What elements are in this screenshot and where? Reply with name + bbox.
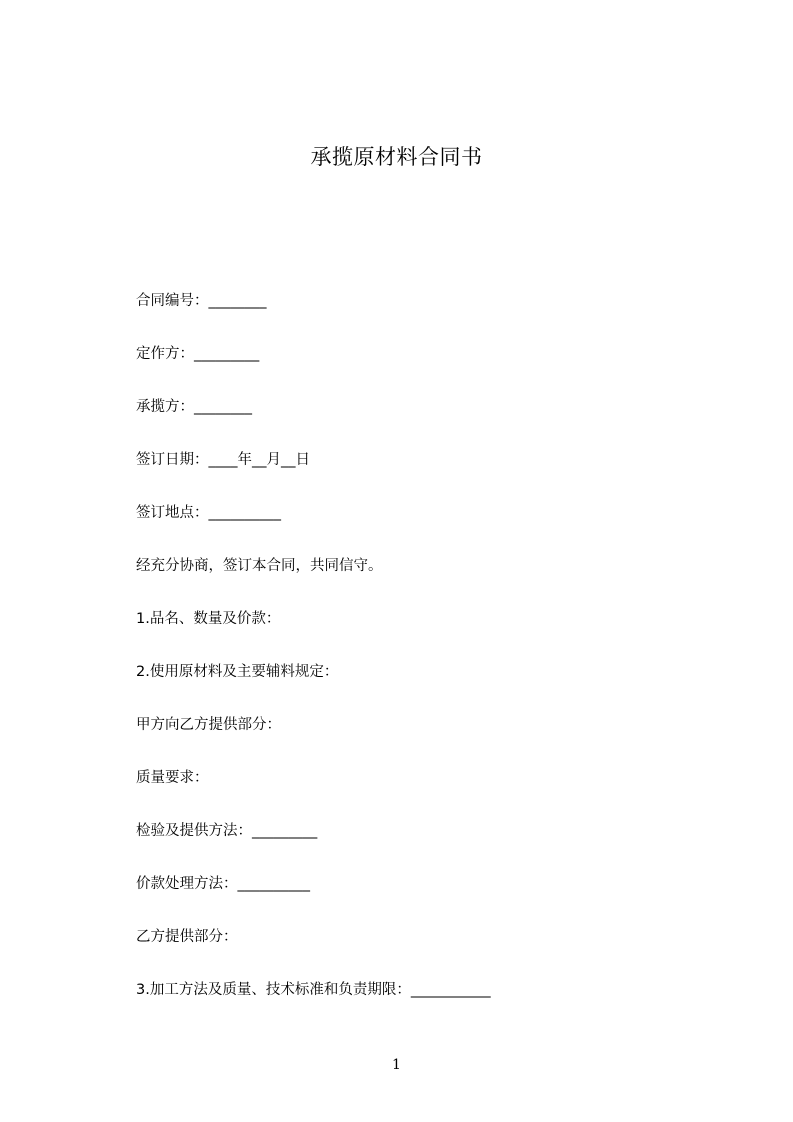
party-a-supply-line: 甲方向乙方提供部分：	[136, 717, 281, 733]
inspection-method-line: 检验及提供方法：_________	[136, 823, 318, 839]
signing-place-line: 签订地点：__________	[136, 505, 281, 521]
clause-1-line: 1.品名、数量及价款：	[136, 611, 281, 627]
signing-date-line: 签订日期：____年__月__日	[136, 452, 310, 468]
document-title: 承揽原材料合同书	[310, 145, 483, 169]
clause-3-line: 3.加工方法及质量、技术标准和负责期限：___________	[136, 982, 491, 998]
price-handling-line: 价款处理方法：__________	[136, 876, 310, 892]
party-b-supply-line: 乙方提供部分：	[136, 929, 238, 945]
preamble-line: 经充分协商，签订本合同，共同信守。	[136, 558, 383, 574]
clause-2-line: 2.使用原材料及主要辅料规定：	[136, 664, 339, 680]
contract-number-line: 合同编号：________	[136, 293, 267, 309]
quality-requirement-line: 质量要求：	[136, 770, 209, 786]
orderer-line: 定作方：_________	[136, 346, 260, 362]
page-number: 1	[392, 1057, 401, 1073]
contractor-line: 承揽方：________	[136, 399, 252, 415]
contract-body	[136, 290, 696, 1032]
